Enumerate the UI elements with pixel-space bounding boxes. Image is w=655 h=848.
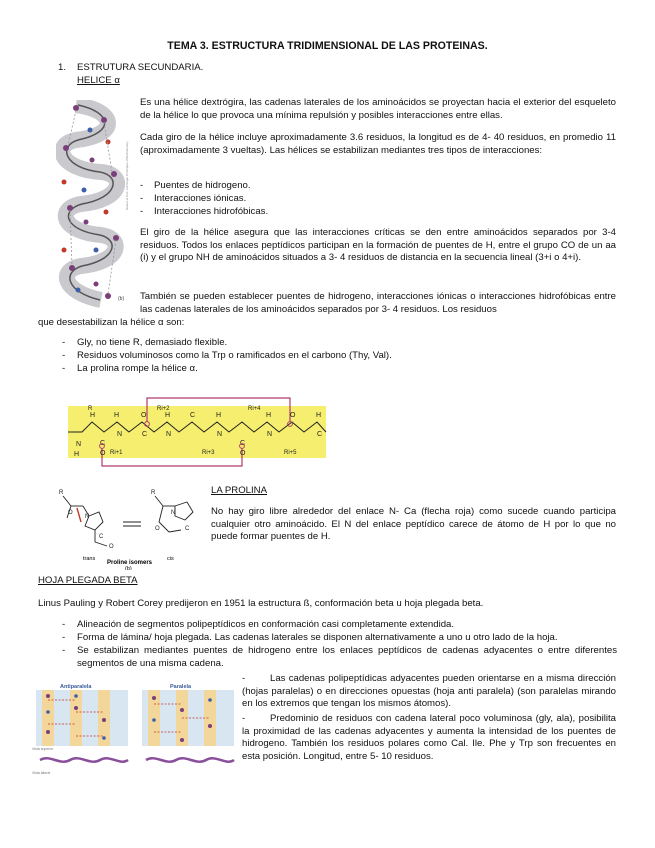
svg-text:O: O — [155, 526, 160, 532]
beta-intro: Linus Pauling y Robert Corey predijeron en 1951 la estructura ß, conformación beta u hoja plegada beta. — [38, 598, 484, 609]
list-item: La prolina rompe la hélice α. — [77, 363, 198, 374]
beta-paragraph-2: Predominio de residuos con cadena lateral poco voluminosa (gly, ala), posibilita la proximidad de las cadenas adyacentes y aumenta la intensidad de los puentes de hidrogeno. También los residuos polares como Cal. Ile. Phe y Trp son frecuentes en esta posición. Longitud, entre 5- 10 residuos. — [242, 713, 616, 762]
svg-text:C: C — [142, 431, 148, 438]
label-top-view: Vista superior — [32, 747, 54, 751]
list-item: Gly, no tiene R, demasiado flexible. — [77, 337, 228, 348]
svg-text:N: N — [171, 510, 176, 516]
r-label: Ri+1 — [110, 450, 123, 456]
svg-text:H: H — [266, 412, 272, 419]
label-trans: trans — [83, 556, 96, 562]
figure-credit: Nelson & Cox: Lehninger Principles of Biochemistry — [125, 141, 129, 210]
section-heading: ESTRUTURA SECUNDARIA. — [77, 62, 204, 73]
r-label: R — [88, 406, 93, 412]
list-item: Residuos voluminosos como la Trp o ramificados en el carbono (Thy, Val). — [77, 350, 392, 361]
svg-text:C: C — [240, 440, 246, 447]
svg-text:C: C — [190, 412, 196, 419]
svg-text:O: O — [68, 510, 73, 516]
list-item: Se estabilizan mediantes puentes de hidrogeno entre los enlaces peptídicos de cadenas adyacentes o entre diferentes segmentos de una misma cadena. — [77, 645, 617, 669]
svg-text:R: R — [59, 490, 64, 496]
section-number: 1. — [58, 62, 67, 73]
svg-text:N: N — [117, 431, 123, 438]
beta-sheet-figure — [30, 680, 238, 780]
svg-text:H: H — [316, 412, 322, 419]
beta-heading: HOJA PLEGADA BETA — [38, 575, 138, 586]
r-label: Ri+5 — [284, 450, 297, 456]
r-label: Ri+2 — [157, 406, 170, 412]
helix-subheading: HELICE α — [77, 75, 120, 86]
svg-text:H: H — [74, 451, 80, 458]
list-item: Interacciones hidrofóbicas. — [154, 206, 269, 217]
svg-text:N: N — [267, 431, 273, 438]
svg-text:H: H — [216, 412, 222, 419]
helix-paragraph-4: También se pueden establecer puentes de hidrogeno, interacciones iónicas o interacciones hidrofóbicas entre las cadenas laterales de los aminoácidos separados por 3- 4 residuos. Los residuos — [140, 291, 616, 315]
fig-caption: Proline isomers — [107, 560, 153, 566]
svg-text:O: O — [290, 412, 296, 419]
prolina-text: No hay giro libre alrededor del enlace N- Ca (flecha roja) como sucede cuando participa cualquier otro aminoácido. El N del enlace peptídico carece de átomo de H por lo que no puede formar puentes de H. — [211, 506, 616, 543]
helix-figure-label: (b) — [118, 296, 125, 302]
alpha-helix-figure — [56, 100, 134, 310]
list-item: Interacciones iónicas. — [154, 193, 247, 204]
beta-paragraph-1: Las cadenas polipeptídicas adyacentes pueden orientarse en a misma dirección (hojas paralelas) o en direcciones opuestas (hoja anti paralela) (son paralelas mirando en los extremos que tengan los mismos átomos). — [242, 673, 616, 710]
svg-text:N: N — [76, 441, 82, 448]
svg-text:H: H — [165, 412, 171, 419]
list-item: Puentes de hidrogeno. — [154, 180, 251, 191]
label-antiparalela: Antiparalela — [60, 684, 92, 690]
proline-isomers-figure — [55, 482, 205, 570]
svg-text:C: C — [317, 431, 323, 438]
label-paralela: Paralela — [170, 684, 192, 690]
svg-text:C: C — [100, 440, 106, 447]
svg-text:O: O — [240, 450, 246, 457]
svg-text:N: N — [166, 431, 172, 438]
helix-paragraph-2: Cada giro de la hélice incluye aproximadamente 3.6 residuos, la longitud es de 4- 40 residuos, en promedio 11 (aproximadamente 3 vueltas). Las hélices se estabilizan mediantes tres tipos de interacciones: — [140, 132, 616, 156]
svg-text:C: C — [185, 526, 190, 532]
list-item: Forma de lámina/ hoja plegada. Las cadenas laterales se disponen alternativamente a uno u otro lado de la hoja. — [77, 632, 558, 643]
helix-paragraph-1: Es una hélice dextrógira, las cadenas laterales de los aminoácidos se proyectan hacia el exterior del esqueleto de la hélice lo que provoca una mínima repulsión y posibles interacciones entre ellas. — [140, 97, 616, 121]
page-title: TEMA 3. ESTRUCTURA TRIDIMENSIONAL DE LAS PROTEINAS. — [167, 40, 488, 52]
r-label: Ri+3 — [202, 450, 215, 456]
svg-text:N: N — [85, 514, 90, 520]
svg-text:O: O — [100, 450, 106, 457]
r-label: Ri+4 — [248, 406, 261, 412]
helix-paragraph-4-end: que desestabilizan la hélice α son: — [38, 317, 185, 328]
svg-text:H: H — [90, 412, 96, 419]
svg-text:R: R — [151, 490, 156, 496]
label-side-view: Vista lateral — [32, 771, 51, 775]
prolina-heading: LA PROLINA — [211, 485, 267, 496]
svg-text:O: O — [109, 544, 114, 550]
label-cis: cis — [167, 556, 174, 562]
helix-paragraph-3: El giro de la hélice asegura que las interacciones críticas se den entre aminoácidos separados por 3-4 residuos. Todos los enlaces peptídicos participan en la formación de puentes de H, entre el grupo CO de un aa (i) y el grupo NH de aminoácidos situados a 3- 4 residuos de distancia en la secuencia lineal (3+i o 4+i). — [140, 227, 616, 264]
backbone-hbond-diagram — [62, 390, 332, 470]
list-item: Alineación de segmentos polipeptídicos en conformación casi completamente extendida. — [77, 619, 455, 630]
svg-text:C: C — [99, 534, 104, 540]
svg-text:H: H — [114, 412, 120, 419]
svg-text:N: N — [217, 431, 223, 438]
svg-text:O: O — [141, 412, 147, 419]
fig-sub: (b) — [125, 566, 132, 570]
